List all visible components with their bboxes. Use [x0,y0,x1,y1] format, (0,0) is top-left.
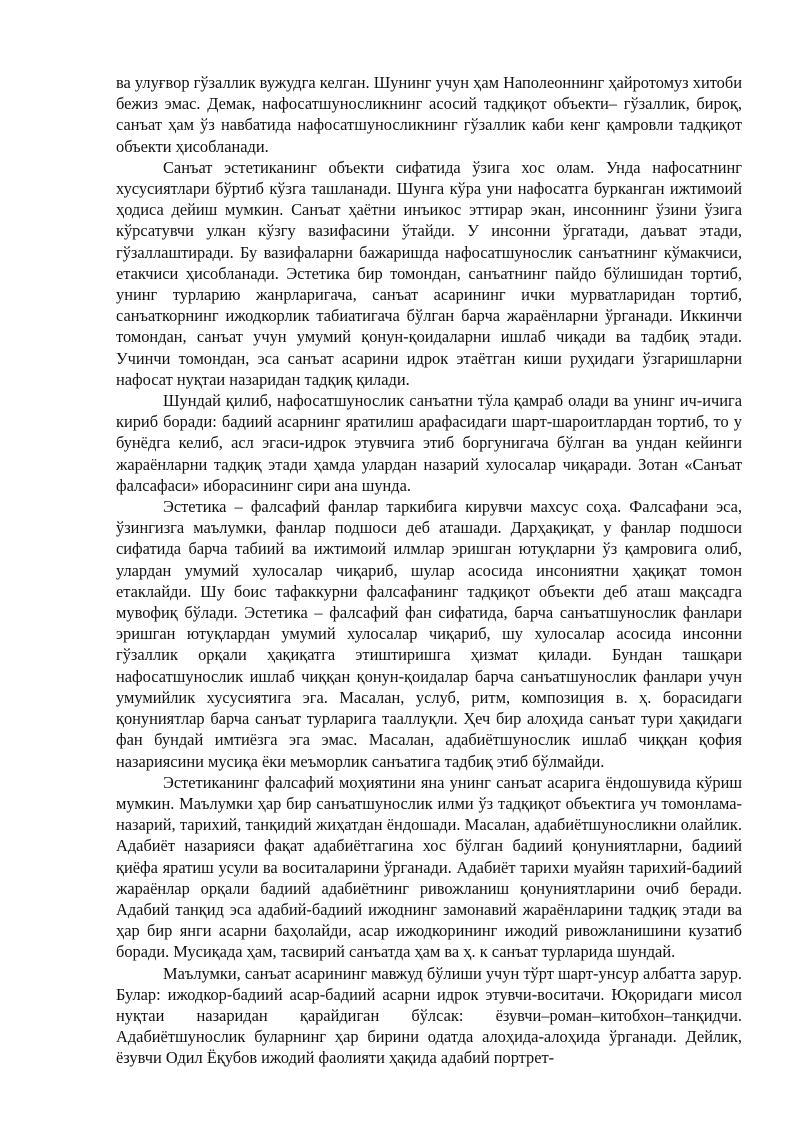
paragraph-4: Эстетика – фалсафий фанлар таркибига кирувчи махсус соҳа. Фалсафани эса, ўзингизга маълумки, фанлар подшоси деб аташади. Дарҳақиқат, у фанлар подшоси сифатида барча табиий ва ижтимоий илмлар эришган ютуқларни ўз қамровига олиб, улардан умумий хулосалар чиқариб, шулар асосида инсониятни ҳақиқат томон етаклайди. Шу боис тафаккурни фалсафанинг тадқиқот объекти деб аташ мақсадга мувофиқ бўлади. Эстетика – фалсафий фан сифатида, барча санъатшунослик фанлари эришган ютуқлардан умумий хулосалар чиқариб, шу хулосалар асосида инсонни гўзаллик орқали ҳақиқатга этиштиришга ҳизмат қилади. Бундан ташқари нафосатшунослик ишлаб чиққан қонун-қоидалар барча санъатшунослик фанлари учун умумийлик хусусиятига эга. Масалан, услуб, ритм, композиция в. ҳ. борасидаги қонуниятлар барча санъат турларига тааллуқли. Ҳеч бир алоҳида санъат тури ҳақидаги фан бундай имтиёзга эга эмас. Масалан, адабиётшунослик ишлаб чиққан қофия назариясини мусиқа ёки меъморлик санъатига тадбиқ этиб бўлмайди. [116,497,742,771]
paragraph-6: Маълумки, санъат асарининг мавжуд бўлиши учун тўрт шарт-унсур албатта зарур. Булар: ижодкор-бадиий асар-бадиий асарни идрок этувчи-воситачи. Юқоридаги мисол нуқтаи назаридан қарайдиган бўлсак: ёзувчи–роман–китобхон–танқидчи. Адабиётшунослик буларнинг ҳар бирини одатда алоҳида-алоҳида ўрганади. Дейлик, ёзувчи Одил Ёқубов ижодий фаолияти ҳақида адабий портрет- [116,963,742,1068]
paragraph-3: Шундай қилиб, нафосатшунослик санъатни тўла қамраб олади ва унинг ич-ичига кириб боради: бадиий асарнинг яратилиш арафасидаги шарт-шароитлардан тортиб, то у бунёдга келиб, асл эгаси-идрок этувчига этиб боргунигача бўлган ва ундан кейинги жараёнларни тадқиқ этади ҳамда улардан назарий хулосалар чиқаради. Зотан «Санъат фалсафаси» иборасининг сири ана шунда. [116,391,742,495]
paragraph-2: Санъат эстетиканинг объекти сифатида ўзига хос олам. Унда нафосатнинг хусусиятлари бўртиб кўзга ташланади. Шунга кўра уни нафосатга бурканган ижтимоий ҳодиса дейиш мумкин. Санъат ҳаётни инъикос эттирар экан, инсоннинг ўзини ўзига кўрсатувчи улкан кўзгу вазифасини ўтайди. У инсонни ўргатади, даъват этади, гўзаллаштиради. Бу вазифаларни бажаришда нафосатшунослик санъатнинг кўмакчиси, етакчиси ҳисобланади. Эстетика бир томондан, санъатнинг пайдо бўлишидан тортиб, унинг турларию жанрларигача, санъат асарининг ички мурватларидан тортиб, санъаткорнинг ижодкорлик табиатигача бўлган барча жараёнларни ўрганади. Иккинчи томондан, санъат учун умумий қонун-қоидаларни ишлаб чиқади ва тадбиқ этади. Учинчи томондан, эса санъат асарини идрок этаётган киши руҳидаги ўзгаришларни нафосат нуқтаи назаридан тадқиқ қилади. [116,157,742,389]
paragraph-1: ва улуғвор гўзаллик вужудга келган. Шунинг учун ҳам Наполеоннинг ҳайротомуз хитоби бежиз эмас. Демак, нафосатшуносликнинг асосий тадқиқот объекти– гўзаллик, бироқ, санъат ҳам ўз навбатида нафосатшуносликнинг гўзаллик каби кенг қамровли тадқиқот объекти ҳисобланади. [116,73,742,156]
document-page [116,72,742,1069]
paragraph-5: Эстетиканинг фалсафий моҳиятини яна унинг санъат асарига ёндошувида кўриш мумкин. Маълумки ҳар бир санъатшунослик илми ўз тадқиқот объектига уч томонлама- назарий, тарихий, танқидий жиҳатдан ёндошади. Масалан, адабиётшуносликни олайлик. Адабиёт назарияси фақат адабиётгагина хос бўлган бадиий қонуниятларни, бадиий қиёфа яратиш усули ва воситаларини ўрганади. Адабиёт тарихи муайян тарихий-бадиий жараёнлар орқали бадиий адабиётнинг ривожланиш қонуниятларини очиб беради. Адабий танқид эса адабий-бадиий ижоднинг замонавий жараёнларини тадқиқ этади ва ҳар бир янги асарни баҳолайди, асар ижодкорининг ижодий ривожланишини кузатиб боради. Мусиқада ҳам, тасвирий санъатда ҳам ва ҳ. к санъат турларида шундай. [116,772,742,962]
